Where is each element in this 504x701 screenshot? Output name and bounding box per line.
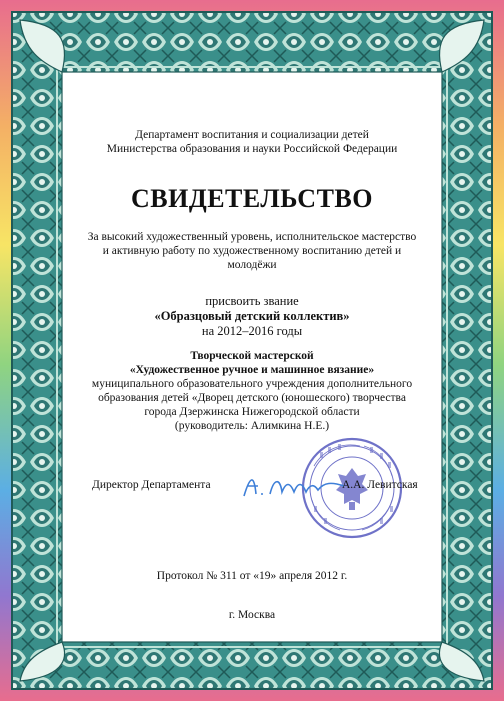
organization-line-5: города Дзержинска Нижегородской области (144, 406, 360, 418)
description-line-3: молодёжи (227, 259, 277, 271)
description-line-1: За высокий художественный уровень, исполнительское мастерство (87, 231, 417, 243)
city-line: г. Москва (228, 609, 276, 621)
award-title: «Образцовый детский коллектив» (154, 309, 350, 323)
organization-line-2: «Художественное ручное и машинное вязание» (129, 364, 375, 376)
award-line-1: присвоить звание (205, 294, 299, 308)
organization-line-1: Творческой мастерской (190, 350, 314, 362)
certificate-content (72, 96, 432, 656)
award-period: на 2012–2016 годы (201, 324, 303, 338)
signatory-name: А.А. Левитская (342, 479, 418, 491)
organization-line-4: образования детей «Дворец детского (юношеского) творчества (98, 392, 406, 404)
organization-block (72, 349, 432, 433)
organization-line-3: муниципального образовательного учреждения дополнительного (91, 378, 413, 390)
department-line-1: Департамент воспитания и социализации детей (135, 129, 369, 141)
department-line-2: Министерства образования и науки Российской Федерации (106, 143, 398, 155)
protocol-line: Протокол № 311 от «19» апреля 2012 г. (156, 570, 348, 582)
award-description (72, 230, 432, 272)
organization-line-6: (руководитель: Алимкина Н.Е.) (174, 420, 330, 432)
award-block (72, 294, 432, 339)
certificate-title: СВИДЕТЕЛЬСТВО (130, 184, 373, 213)
description-line-2: и активную работу по художественному воспитанию детей и (102, 245, 402, 257)
handwritten-signature-icon (240, 468, 350, 502)
signatory-title: Директор Департамента (92, 479, 211, 491)
department-header (72, 128, 432, 156)
